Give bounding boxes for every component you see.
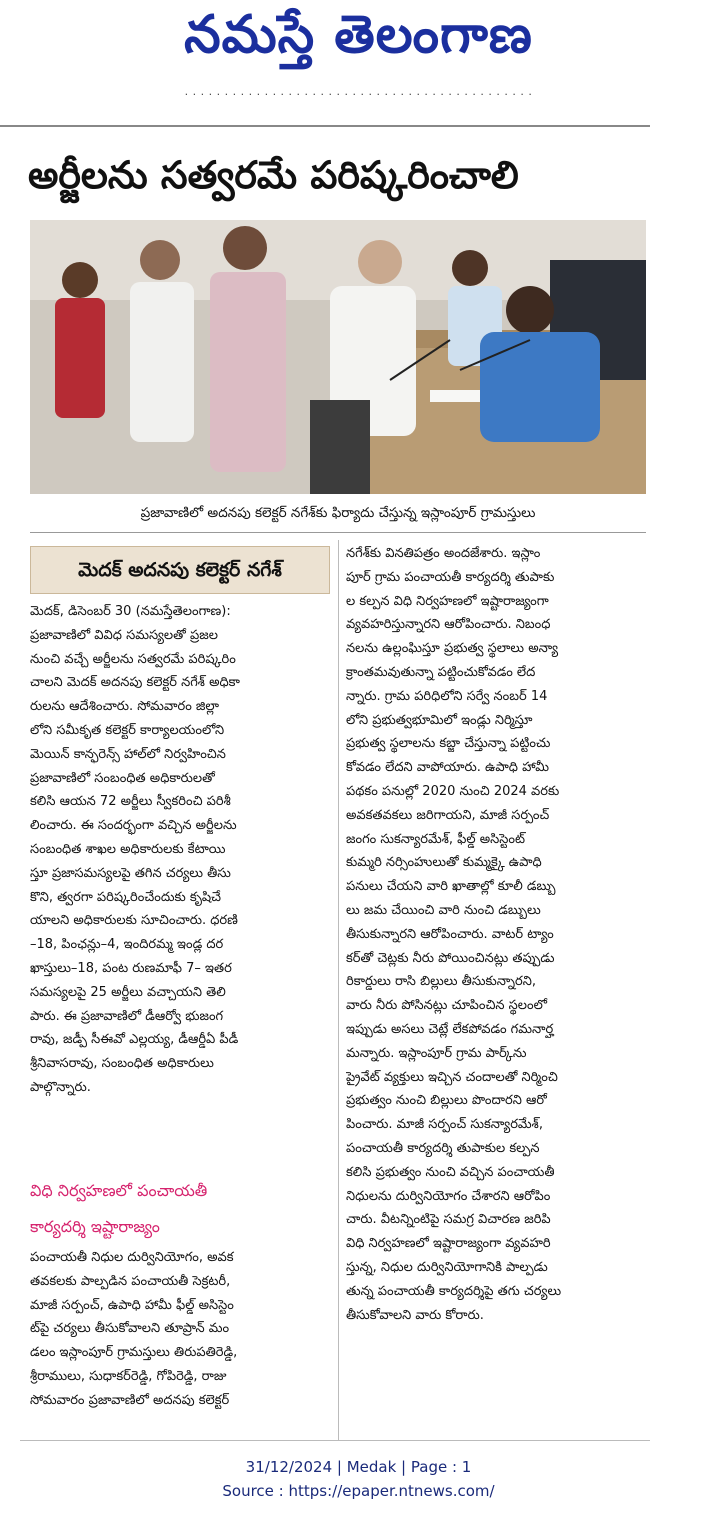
text-line: మన్నారు. ఇస్లాంపూర్ గ్రామ పార్క్‌ను: [346, 1045, 527, 1061]
text-line: పంచాయతీ నిధుల దుర్వినియోగం, అవక: [30, 1250, 234, 1265]
text-line: లోని ప్రభుత్వభూమిలో ఇండ్లు నిర్మిస్తూ: [346, 712, 533, 728]
text-line: ప్రజావాణిలో సంబంధిత అధికారులతో: [30, 770, 215, 786]
text-line: శ్రీనివాసరావు, సంబంధిత అధికారులు: [30, 1056, 214, 1072]
photo-caption: ప్రజావాణిలో అదనపు కలెక్టర్ నగేశ్‌కు ఫిర్యాదు చేస్తున్న ఇస్లాంపూర్ గ్రామస్తులు: [140, 505, 536, 521]
text-line: నలను ఉల్లంఘిస్తూ ప్రభుత్వ స్థలాలు అన్యా: [346, 641, 559, 657]
text-line: విధి నిర్వహణలో ఇష్టారాజ్యంగా వ్యవహరి: [346, 1236, 551, 1252]
text-line: ఖాస్తులు–18, పంట రుణమాఫీ 7– ఇతర: [30, 960, 232, 976]
news-photo: [30, 220, 646, 494]
text-line: వ్యవహరిస్తున్నారని ఆరోపించారు. నిబంధ: [346, 617, 551, 633]
text-line: లించారు. ఈ సందర్భంగా వచ్చిన అర్జీలను: [30, 818, 237, 834]
text-line: వారు నీరు పోసినట్లు చూపించిన స్థలంలో: [346, 998, 547, 1014]
pink-subheading-line-1: విధి నిర్వహణలో పంచాయతీ: [30, 1181, 208, 1200]
top-divider: [0, 125, 650, 127]
text-line: పంచాయతీ కార్యదర్శి తుపాకుల కల్పన: [346, 1140, 540, 1156]
article-headline: అర్జీలను సత్వరమే పరిష్కరించాలి: [28, 153, 519, 197]
text-line: సంబంధిత శాఖల అధికారులకు కేటాయి: [30, 841, 226, 857]
text-line: పారు. ఈ ప్రజావాణిలో డీఆర్వో భుజంగ: [30, 1008, 224, 1024]
text-line: కర్‌తో చెట్లకు నీరు పోయించినట్లు తప్పుడు: [346, 950, 555, 966]
text-line: ల కల్పన విధి నిర్వహణలో ఇష్టారాజ్యంగా: [346, 593, 549, 609]
text-line: పించారు. మాజీ సర్పంచ్ సుకన్యారమేశ్,: [346, 1117, 543, 1133]
footer-date-edition: 31/12/2024 | Medak | Page : 1: [245, 1458, 472, 1476]
photo-illustration: [30, 220, 646, 494]
newspaper-logo: నమస్తే తెలంగాణ: [184, 4, 533, 65]
text-line: కోవడం లేదని వాపోయారు. ఉపాధి హామీ: [346, 760, 549, 776]
column-divider: [338, 540, 339, 1440]
text-line: రులను ఆదేశించారు. సోమవారం జిల్లా: [30, 699, 220, 715]
text-line: పాల్గొన్నారు.: [30, 1079, 91, 1095]
text-line: డలం ఇస్లాంపూర్ గ్రామస్తులు తిరుపతిరెడ్డి,: [30, 1345, 238, 1361]
text-line: కలిసి ప్రభుత్వం నుంచి వచ్చిన పంచాయతీ: [346, 1164, 555, 1180]
text-line: ప్రజావాణిలో వివిధ సమస్యలతో ప్రజల: [30, 627, 218, 643]
subheading-box: మెదక్ అదనపు కలెక్టర్ నగేశ్: [30, 546, 330, 594]
text-line: సమస్యలపై 25 అర్జీలు వచ్చాయని తెలి: [30, 984, 226, 1000]
text-line: కొని, త్వరగా పరిష్కరించేందుకు కృషిచే: [30, 889, 222, 905]
text-line: ఇప్పుడు అసలు చెట్లే లేకపోవడం గమనార్హ: [346, 1021, 554, 1037]
text-line: కలిసి ఆయన 72 అర్జీలు స్వీకరించి పరిశీ: [30, 794, 231, 810]
text-line: క్రాంతమవుతున్నా పట్టించుకోవడం లేద: [346, 664, 536, 680]
masthead: [0, 0, 717, 80]
text-line: చాలని మెదక్ అదనపు కలెక్టర్ నగేశ్ అధికా: [30, 675, 240, 691]
text-line: పథకం పనుల్లో 2020 నుంచి 2024 వరకు: [346, 783, 560, 799]
text-line: ప్రభుత్వ స్థలాలను కబ్జా చేస్తున్నా పట్టించు: [346, 736, 551, 752]
text-line: మాజీ సర్పంచ్, ఉపాధి హామీ ఫీల్డ్ అసిస్టెం: [30, 1297, 234, 1313]
left-column-text: [30, 600, 332, 1100]
bottom-divider: [20, 1440, 650, 1441]
caption-divider: [30, 532, 646, 533]
text-line: నిధులను దుర్వినియోగం చేశారని ఆరోపిం: [346, 1188, 551, 1204]
text-line: తీసుకోవాలని వారు కోరారు.: [346, 1307, 484, 1323]
text-line: నుంచి వచ్చే అర్జీలను సత్వరమే పరిష్కరిం: [30, 651, 236, 667]
text-line: న్నారు. గ్రామ పరిధిలోని సర్వే నంబర్ 14: [346, 688, 548, 704]
text-line: కుమ్మరి నర్సింహులుతో కుమ్మక్కై ఉపాధి: [346, 855, 542, 871]
text-line: తీసుకున్నారని ఆరోపించారు. వాటర్ ట్యాం: [346, 926, 554, 942]
masthead-strip: · · · · · · · · · · · · · · · · · · · · · · · · · · · · · · · · · · · · · · · · · · · ·: [184, 88, 533, 101]
text-line: లు జమ చేయించి వారి నుంచి డబ్బులు: [346, 902, 541, 918]
text-line: మెదక్, డిసెంబర్ 30 (నమస్తేతెలంగాణ):: [30, 604, 231, 619]
footer-source-link[interactable]: Source : https://epaper.ntnews.com/: [222, 1482, 495, 1500]
text-line: చారు. వీటన్నింటిపై సమగ్ర విచారణ జరిపి: [346, 1212, 551, 1228]
text-line: ప్రైవేట్ వ్యక్తులు ఇచ్చిన చందాలతో నిర్మించి: [346, 1069, 558, 1085]
text-line: –18, పింఛన్లు–4, ఇందిరమ్మ ఇండ్ల దర: [30, 937, 224, 953]
text-line: స్తూ ప్రజాసమస్యలపై తగిన చర్యలు తీసు: [30, 865, 231, 881]
right-column-text: [346, 542, 650, 1327]
text-line: మెయిన్ కాన్ఫరెన్స్ హాల్‌లో నిర్వహించిన: [30, 746, 226, 762]
text-line: తవకలకు పాల్పడిన పంచాయతీ సెక్రటరీ,: [30, 1273, 231, 1289]
text-line: జంగం సుకన్యారమేశ్, ఫీల్డ్ అసిస్టెంట్: [346, 831, 526, 847]
text-line: నగేశ్‌కు వినతిపత్రం అందజేశారు. ఇస్లాం: [346, 546, 541, 561]
text-line: ట్‌పై చర్యలు తీసుకోవాలని తూప్రాన్ మం: [30, 1321, 230, 1337]
text-line: రావు, జడ్పీ సీఈవో ఎల్లయ్య, డీఆర్డీఏ పీడీ: [30, 1032, 239, 1048]
text-line: ప్రభుత్వం నుంచి బిల్లులు పొందారని ఆరో: [346, 1093, 547, 1109]
left-column-text-continued: [30, 1246, 332, 1413]
text-line: పూర్ గ్రామ పంచాయతీ కార్యదర్శి తుపాకు: [346, 569, 555, 585]
text-line: యాలని అధికారులకు సూచించారు. ధరణి: [30, 913, 238, 929]
text-line: లోని సమీకృత కలెక్టర్ కార్యాలయంలోని: [30, 722, 225, 738]
text-line: పనులు చేయని వారి ఖాతాల్లో కూలీ డబ్బు: [346, 879, 556, 895]
text-line: సోమవారం ప్రజావాణిలో అదనపు కలెక్టర్: [30, 1392, 230, 1408]
text-line: తున్న పంచాయతీ కార్యదర్శిపై తగు చర్యలు: [346, 1283, 562, 1299]
text-line: అవకతవకలు జరిగాయని, మాజీ సర్పంచ్: [346, 807, 550, 823]
text-line: రికార్డులు రాసి బిల్లులు తీసుకున్నారని,: [346, 974, 536, 990]
pink-subheading-line-2: కార్యదర్శి ఇష్టారాజ్యం: [30, 1217, 160, 1236]
text-line: శ్రీరాములు, సుధాకర్‌రెడ్డి, గోపిరెడ్డి, రాజు: [30, 1368, 227, 1384]
text-line: స్తున్న, నిధుల దుర్వినియోగానికి పాల్పడు: [346, 1259, 548, 1275]
